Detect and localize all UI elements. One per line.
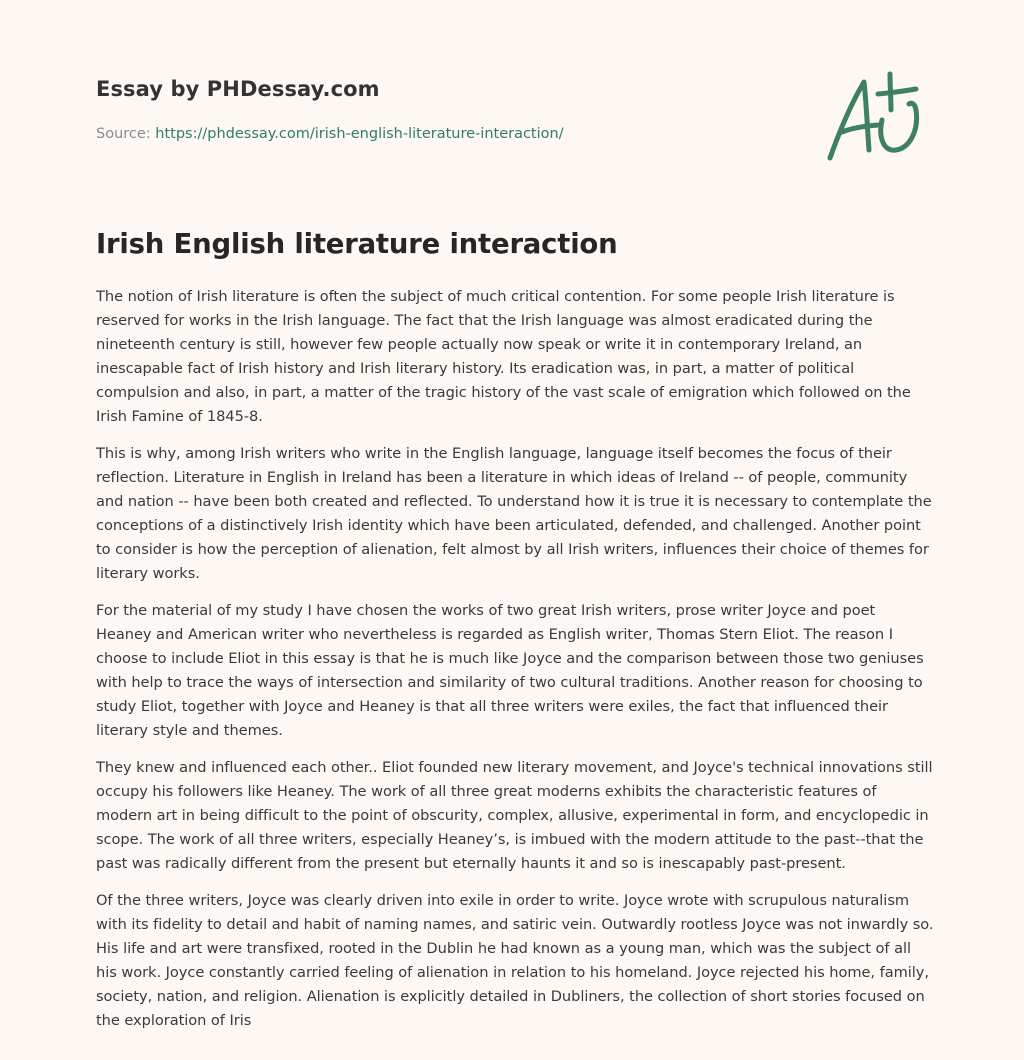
essay-paragraph: They knew and influenced each other.. Eliot founded new literary movement, and Joyce's technical innovations still occupy his followers like Heaney. The work of all three great moderns exhibits the characteristic features of modern art in being difficult to the point of obscurity, complex, allusive, experimental in form, and encyclopedic in scope. The work of all three writers, especially Heaney’s, is imbued with the modern attitude to the past--that the past was radically different from the present but eternally haunts it and so is inescapably past-present. bbox=[96, 759, 933, 872]
essay-body bbox=[96, 285, 934, 1046]
brand-title: Essay by PHDessay.com bbox=[96, 77, 380, 101]
source-line bbox=[96, 124, 796, 144]
a-plus-grade-icon bbox=[820, 68, 930, 168]
essay-paragraph: The notion of Irish literature is often the subject of much critical contention. For some people Irish literature is reserved for works in the Irish language. The fact that the Irish language was almost eradicated during the nineteenth century is still, however few people actually now speak or write it in contemporary Ireland, an inescapable fact of Irish history and Irish literary history. Its eradication was, in part, a matter of political compulsion and also, in part, a matter of the tragic history of the vast scale of emigration which followed on the Irish Famine of 1845-8. bbox=[96, 288, 911, 425]
source-link[interactable]: https://phdessay.com/irish-english-literature-interaction/ bbox=[155, 126, 564, 142]
essay-paragraph: For the material of my study I have chosen the works of two great Irish writers, prose writer Joyce and poet Heaney and American writer who nevertheless is regarded as English writer, Thomas Stern Eliot. The reason I choose to include Eliot in this essay is that he is much like Joyce and the comparison between those two geniuses with help to trace the ways of intersection and similarity of two cultural traditions. Another reason for choosing to study Eliot, together with Joyce and Heaney is that all three writers were exiles, the fact that influenced their literary style and themes. bbox=[96, 602, 924, 739]
essay-paragraph: Of the three writers, Joyce was clearly driven into exile in order to write. Joyce wrote with scrupulous naturalism with its fidelity to detail and habit of naming names, and satiric vein. Outwardly rootless Joyce was not inwardly so. His life and art were transfixed, rooted in the Dublin he had known as a young man, which was the subject of all his work. Joyce constantly carried feeling of alienation in relation to his homeland. Joyce rejected his home, family, society, nation, and religion. Alienation is explicitly detailed in Dubliners, the collection of short stories focused on the exploration of Iris bbox=[96, 892, 934, 1029]
essay-paragraph: This is why, among Irish writers who write in the English language, language itself becomes the focus of their reflection. Literature in English in Ireland has been a literature in which ideas of Ireland -- of people, community and nation -- have been both created and reflected. To understand how it is true it is necessary to contemplate the conceptions of a distinctively Irish identity which have been articulated, defended, and challenged. Another point to consider is how the perception of alienation, felt almost by all Irish writers, influences their choice of themes for literary works. bbox=[96, 445, 932, 582]
essay-title: Irish English literature interaction bbox=[96, 228, 618, 260]
source-label: Source: bbox=[96, 126, 151, 142]
essay-header bbox=[96, 74, 796, 144]
